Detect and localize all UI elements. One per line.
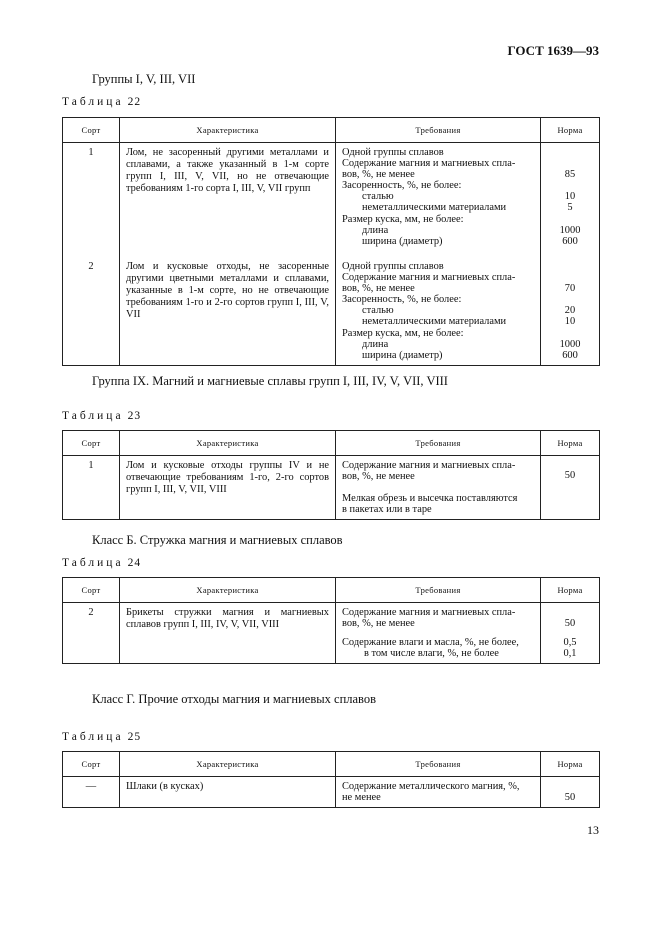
norm-value: 0,1 <box>563 648 577 660</box>
col-header-norm: Норма <box>541 431 600 456</box>
requirements-cell <box>336 456 541 520</box>
sort-value: — <box>85 781 97 792</box>
characteristic-text: Брикеты стружки магния и магниевых сплавов групп I, III, IV, V, VII, VIII <box>126 607 329 630</box>
requirement-line: Содержание магния и магниевых спла- <box>342 460 516 471</box>
requirement-line: ширина (диаметр) <box>362 235 443 247</box>
sort-value: 1 <box>88 460 94 471</box>
requirement-line: Содержание влаги и масла, %, не более, <box>342 637 519 649</box>
sort-cell <box>63 777 120 808</box>
col-header-requirements: Требования <box>336 118 541 143</box>
requirement-line: вов, %, не менее <box>342 471 415 483</box>
norm-block <box>547 147 593 247</box>
norm-value: 5 <box>567 202 573 214</box>
norm-value: 0,5 <box>563 637 577 649</box>
col-header-norm: Норма <box>541 578 600 603</box>
table-caption-label: Таблица <box>62 96 124 108</box>
col-header-characteristic: Характеристика <box>120 578 336 603</box>
table-caption-number: 24 <box>127 557 142 569</box>
requirement-line: Одной группы сплавов <box>342 261 444 272</box>
table-23 <box>62 430 600 520</box>
col-header-sort: Сорт <box>63 752 120 777</box>
table-22-caption <box>62 96 141 108</box>
norm-value: 1000 <box>559 338 581 350</box>
table-22 <box>62 117 600 366</box>
col-header-characteristic: Характеристика <box>120 118 336 143</box>
table-header-row <box>63 578 600 603</box>
norm-block <box>547 261 593 361</box>
section-title-class-g: Класс Г. Прочие отходы магния и магниевых сплавов <box>92 692 377 706</box>
characteristic-cell <box>120 456 336 520</box>
requirement-line: Мелкая обрезь и высечка поставляются <box>342 493 518 505</box>
norm-cells <box>541 143 600 366</box>
norm-value <box>547 328 593 339</box>
requirement-line: вов, %, не менее <box>342 283 415 295</box>
norm-value: 600 <box>562 235 578 247</box>
table-caption-label: Таблица <box>62 731 124 743</box>
table-caption-label: Таблица <box>62 557 124 569</box>
norm-value: 10 <box>564 191 576 203</box>
table-caption-number: 25 <box>127 731 142 743</box>
table-caption-label: Таблица <box>62 410 124 422</box>
requirement-line: Одной группы сплавов <box>342 147 444 158</box>
norm-value: 50 <box>564 618 576 629</box>
table-header-row <box>63 431 600 456</box>
page-number: 13 <box>587 823 599 837</box>
table-row <box>63 777 600 808</box>
requirements-block <box>342 147 534 247</box>
requirement-line: Содержание магния и магниевых спла- <box>342 272 516 284</box>
norm-value: 50 <box>564 470 576 481</box>
requirement-line: вов, %, не менее <box>342 618 415 630</box>
norm-value <box>547 158 593 169</box>
requirement-line: Содержание магния и магниевых спла- <box>342 607 516 618</box>
norm-value: 50 <box>564 792 576 803</box>
requirements-cells <box>336 143 541 366</box>
norm-value <box>547 272 593 283</box>
requirement-line: длина <box>362 338 389 350</box>
table-24 <box>62 577 600 664</box>
requirements-cell <box>336 777 541 808</box>
requirement-line: неметаллическими материалами <box>362 316 507 328</box>
requirement-line: в том числе влаги, %, не более <box>364 648 499 660</box>
characteristic-text: Лом и кусковые отходы группы IV и не отвечающие требованиям 1-го, 2-го сортов групп I, III, V, VII, VIII <box>126 460 329 495</box>
requirement-line: ширина (диаметр) <box>362 349 443 361</box>
norm-cell <box>541 456 600 520</box>
section-title-groups: Группы I, V, III, VII <box>92 72 196 86</box>
requirements-cell <box>336 603 541 664</box>
table-row <box>63 456 600 520</box>
characteristic-cell <box>120 777 336 808</box>
requirement-line: Содержание магния и магниевых спла- <box>342 158 516 170</box>
norm-value <box>547 180 593 191</box>
characteristic-text: Лом и кусковые отходы, не засоренные другими цветными металлами и сплавами, указанные в 1-м сорте, но не отвечающие требованиям 1-го и 2-го сортов групп I, III, V, VII <box>126 261 329 320</box>
requirement-line: вов, %, не менее <box>342 169 415 181</box>
document-code: ГОСТ 1639—93 <box>507 43 599 58</box>
characteristic-text: Шлаки (в кусках) <box>126 781 204 792</box>
requirement-line: в пакетах или в таре <box>342 504 432 516</box>
norm-value <box>547 214 593 225</box>
table-caption-number: 22 <box>127 96 142 108</box>
table-23-caption <box>62 410 141 422</box>
norm-value <box>547 147 593 158</box>
col-header-requirements: Требования <box>336 578 541 603</box>
col-header-norm: Норма <box>541 118 600 143</box>
sort-cell <box>63 603 120 664</box>
section-title-group-ix: Группа IX. Магний и магниевые сплавы групп I, III, IV, V, VII, VIII <box>92 374 448 388</box>
requirements-block <box>342 261 534 361</box>
table-25-caption <box>62 731 141 743</box>
table-24-caption <box>62 557 141 569</box>
characteristic-cell <box>120 603 336 664</box>
requirement-line: сталью <box>362 191 394 203</box>
requirement-line: Засоренность, %, не более: <box>342 180 462 192</box>
requirement-line: Засоренность, %, не более: <box>342 294 462 306</box>
col-header-sort: Сорт <box>63 431 120 456</box>
norm-value: 70 <box>564 283 576 295</box>
table-25 <box>62 751 600 808</box>
norm-value: 1000 <box>559 224 581 236</box>
requirement-line: Размер куска, мм, не более: <box>342 213 464 225</box>
table-row <box>63 603 600 664</box>
norm-value: 20 <box>564 305 576 317</box>
col-header-characteristic: Характеристика <box>120 431 336 456</box>
requirement-line: сталью <box>362 305 394 317</box>
sort-value: 2 <box>88 261 94 272</box>
norm-value: 85 <box>564 169 576 181</box>
norm-cell <box>541 777 600 808</box>
col-header-characteristic: Характеристика <box>120 752 336 777</box>
col-header-requirements: Требования <box>336 431 541 456</box>
table-header-row <box>63 752 600 777</box>
col-header-sort: Сорт <box>63 578 120 603</box>
characteristic-cells <box>120 143 336 366</box>
table-row <box>63 143 600 366</box>
requirement-line: неметаллическими материалами <box>362 202 507 214</box>
col-header-norm: Норма <box>541 752 600 777</box>
sort-cell <box>63 456 120 520</box>
section-title-class-b: Класс Б. Стружка магния и магниевых сплавов <box>92 533 343 547</box>
sort-value: 1 <box>88 147 94 158</box>
characteristic-text: Лом, не засоренный другими металлами и сплавами, а также указанный в 1-м сорте групп I, III, V, VII, но не отвечающие требованиям 1-го сорта I, III, V, VII групп <box>126 147 329 194</box>
table-header-row <box>63 118 600 143</box>
table-caption-number: 23 <box>127 410 142 422</box>
sort-cells <box>63 143 120 366</box>
requirement-line: длина <box>362 224 389 236</box>
col-header-sort: Сорт <box>63 118 120 143</box>
requirement-line: не менее <box>342 792 381 804</box>
requirement-line: Содержание металлического магния, %, <box>342 781 520 792</box>
norm-value: 600 <box>562 349 578 361</box>
norm-value <box>547 261 593 272</box>
norm-value: 10 <box>564 316 576 328</box>
sort-value: 2 <box>88 607 94 618</box>
requirement-line: Размер куска, мм, не более: <box>342 327 464 339</box>
norm-value <box>547 294 593 305</box>
col-header-requirements: Требования <box>336 752 541 777</box>
norm-cell <box>541 603 600 664</box>
